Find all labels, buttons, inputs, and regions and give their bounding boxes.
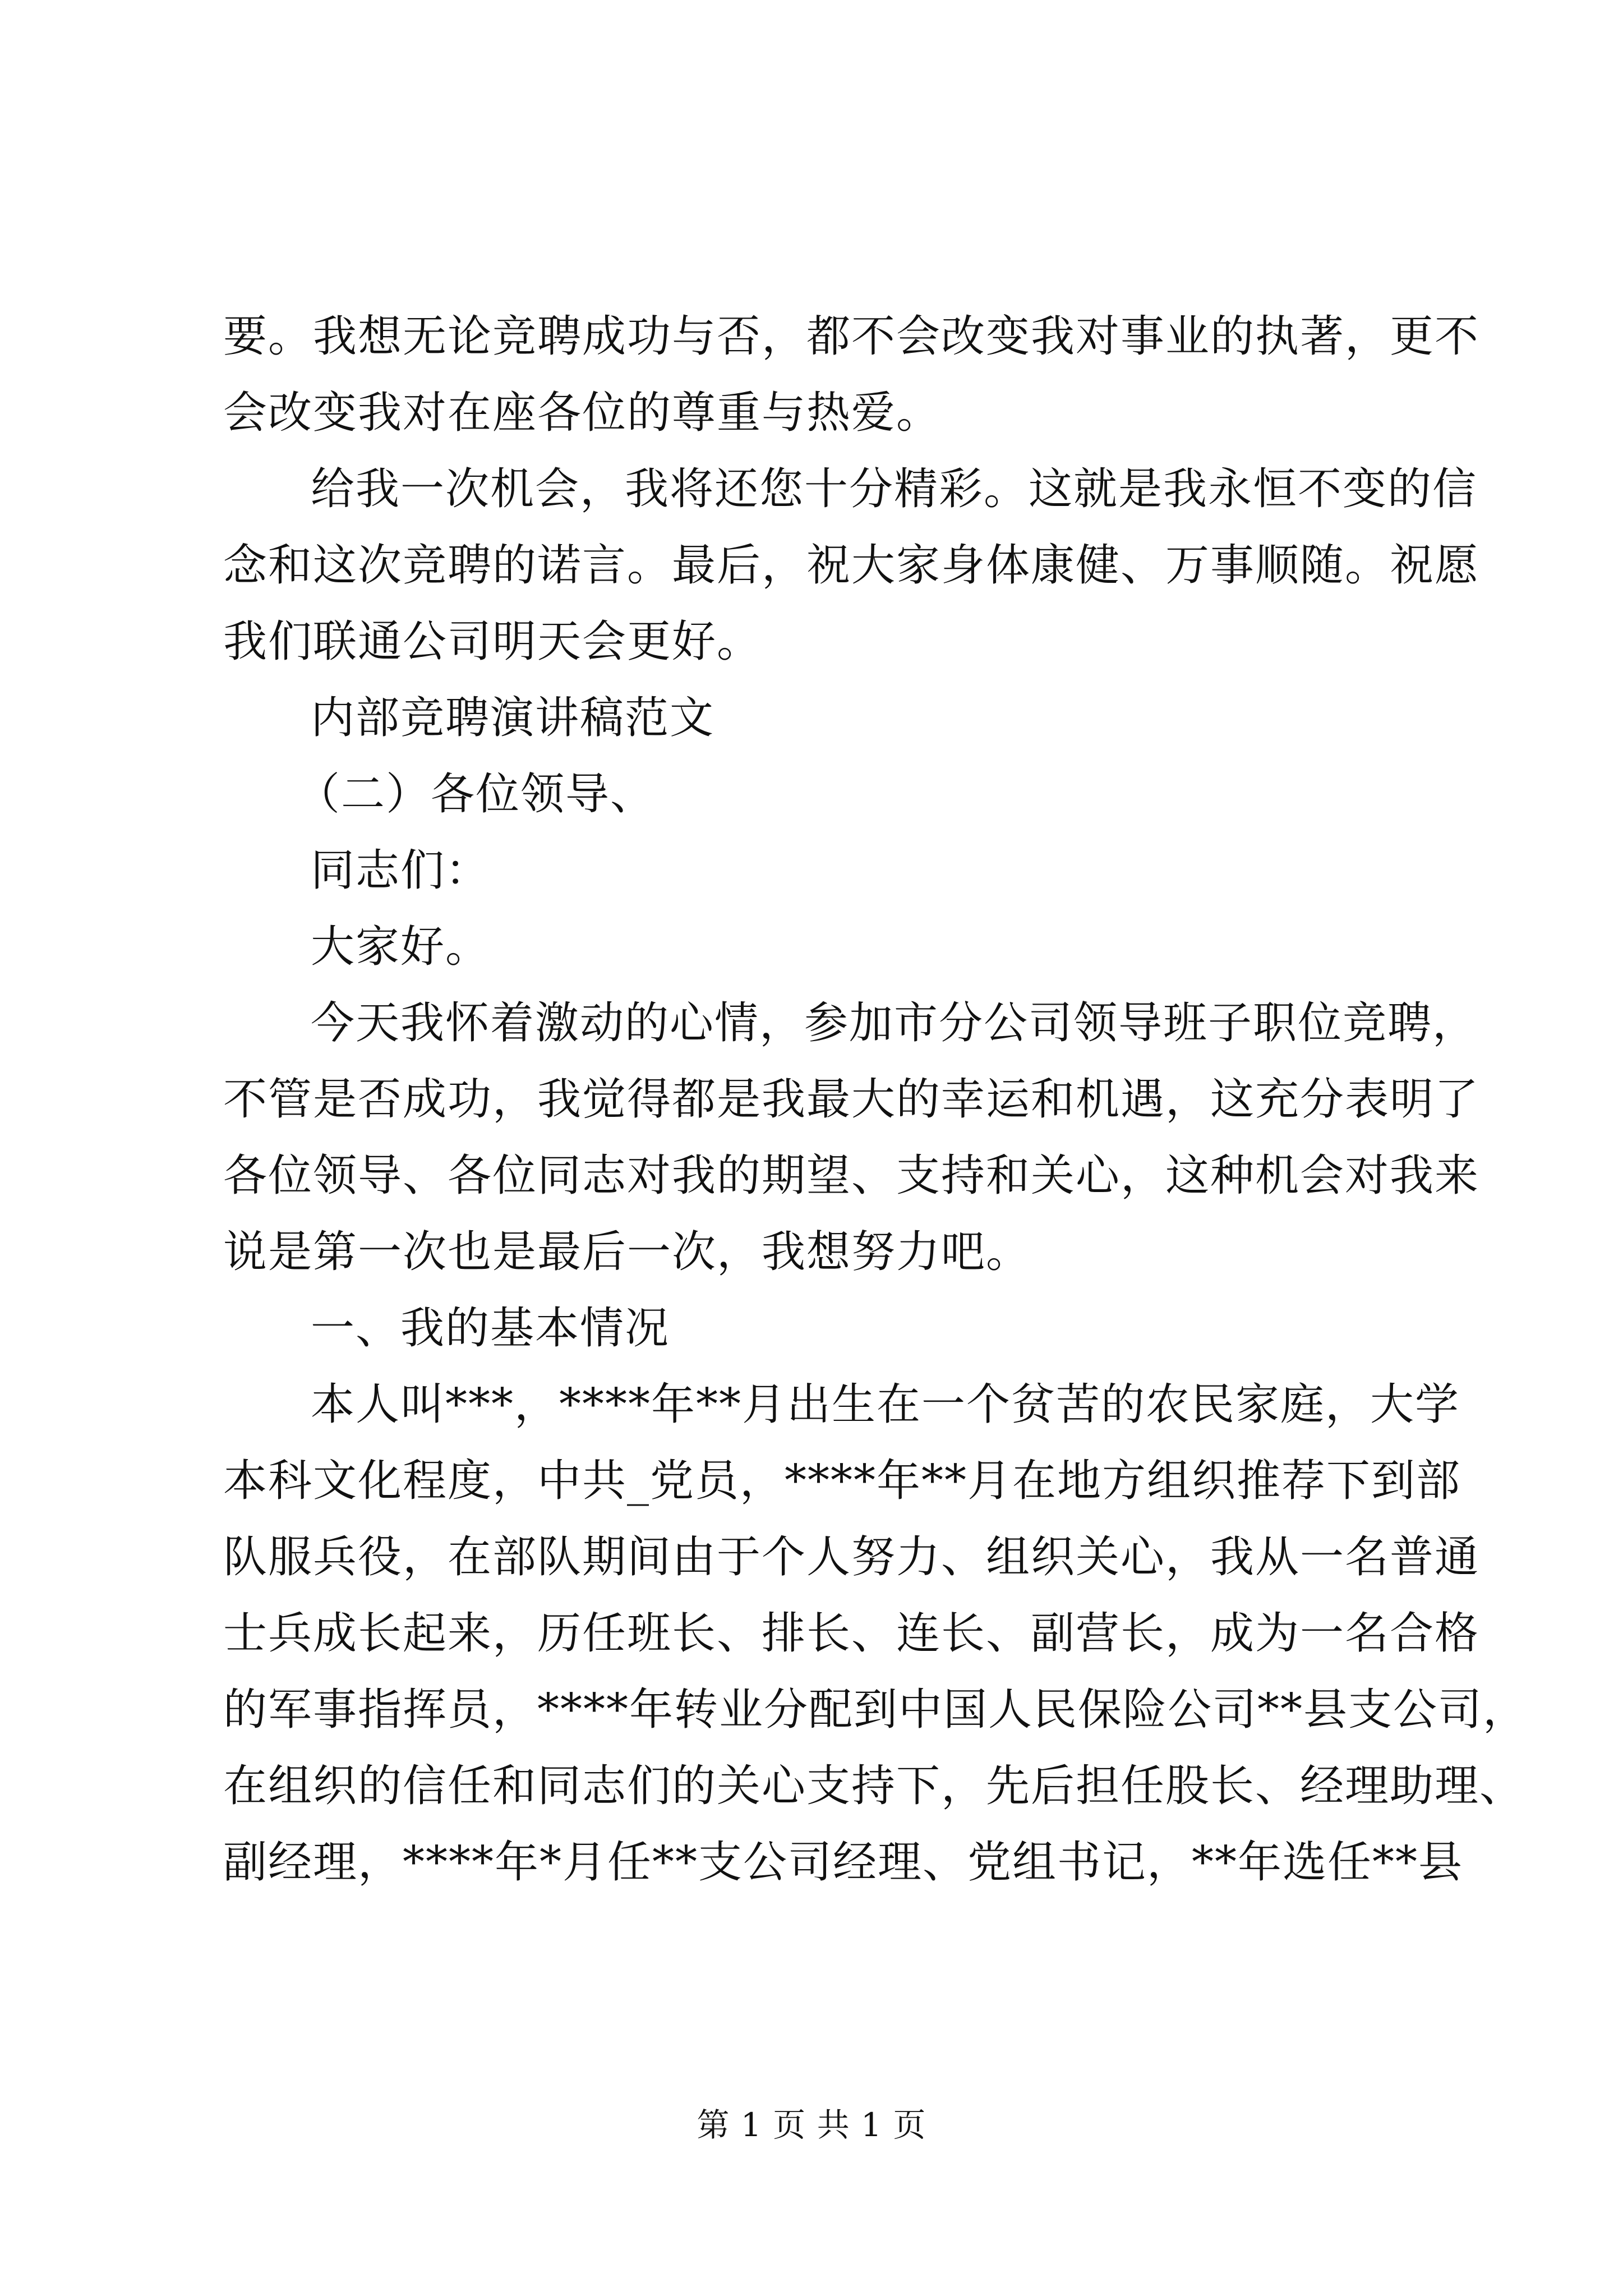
text-line-20: 在组织的信任和同志们的关心支持下，先后担任股长、经理助理、 (223, 1761, 1525, 1811)
text-line-16: 本科文化程度，中共_党员，****年**月在地方组织推荐下到部 (223, 1456, 1461, 1506)
document-body (223, 298, 1528, 1901)
text-line-21: 副经理，****年*月任**支公司经理、党组书记，**年选任**县 (223, 1837, 1464, 1888)
text-line-13: 说是第一次也是最后一次，我想努力吧。 (223, 1227, 1031, 1277)
text-line-18: 士兵成长起来，历任班长、排长、连长、副营长，成为一名合格 (223, 1608, 1480, 1659)
text-line-4: 念和这次竞聘的诺言。最后，祝大家身体康健、万事顺随。祝愿 (223, 540, 1480, 591)
text-line-7: （二）各位领导、 (296, 769, 656, 820)
text-line-12: 各位领导、各位同志对我的期望、支持和关心，这种机会对我来 (223, 1151, 1480, 1201)
page-footer: 第 1 页 共 1 页 (697, 2106, 926, 2144)
text-line-11: 不管是否成功，我觉得都是我最大的幸运和机遇，这充分表明了 (223, 1074, 1480, 1125)
section-title: 内部竞聘演讲稿范文 (311, 693, 715, 743)
subheading: 一、我的基本情况 (311, 1303, 670, 1354)
text-line-1: 要。我想无论竞聘成功与否，都不会改变我对事业的执著，更不 (223, 311, 1480, 362)
text-line-8: 同志们： (311, 845, 491, 896)
text-line-10: 今天我怀着激动的心情，参加市分公司领导班子职位竞聘， (311, 998, 1478, 1048)
text-line-17: 队服兵役，在部队期间由于个人努力、组织关心，我从一名普通 (223, 1532, 1480, 1582)
text-line-3: 给我一次机会，我将还您十分精彩。这就是我永恒不变的信 (311, 464, 1478, 514)
text-line-9: 大家好。 (311, 922, 491, 972)
text-line-2: 会改变我对在座各位的尊重与热爱。 (223, 388, 942, 438)
text-line-19: 的军事指挥员，****年转业分配到中国人民保险公司**县支公司， (223, 1685, 1528, 1735)
text-line-5: 我们联通公司明天会更好。 (223, 616, 762, 667)
text-line-15: 本人叫***，****年**月出生在一个贫苦的农民家庭，大学 (311, 1379, 1460, 1430)
